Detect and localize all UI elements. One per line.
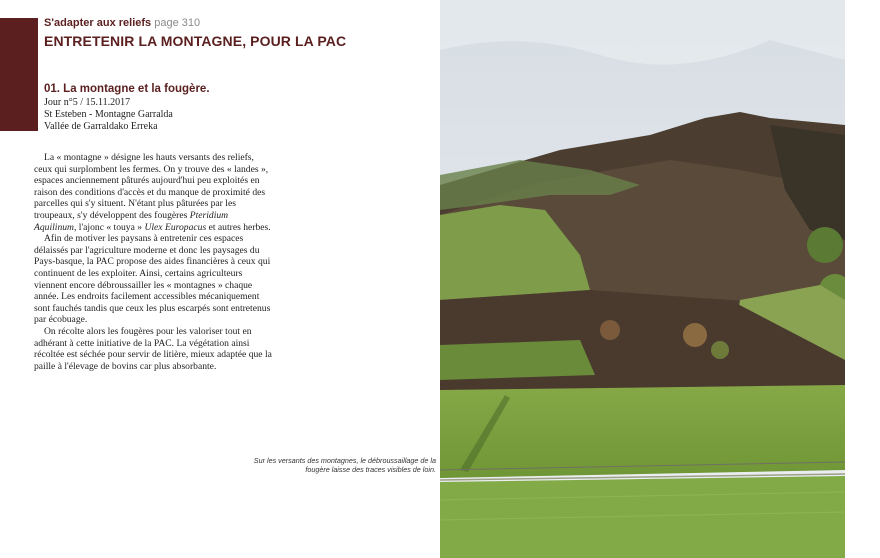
accent-band	[0, 18, 38, 131]
landscape-photo	[440, 0, 845, 558]
paragraph-1-text-a: La « montagne » désigne les hauts versants des reliefs, ceux qui surplombent les fermes. On y trouve des « landes », espaces anciennement pâturés aujourd'hui peu exploités en raison des conditions d'accès et du manque de proximité des parcelles qui s'y situent. N'étant plus pâturées par les troupeaux, s'y développent des fougères	[34, 152, 269, 221]
page-reference[interactable]: page 310	[154, 17, 201, 29]
entry-date: Jour n°5 / 15.11.2017	[44, 97, 131, 108]
entry-subtitle: 01. La montagne et la fougère.	[44, 83, 210, 95]
body-text	[34, 152, 272, 372]
mountain-illustration	[440, 0, 845, 558]
species-pteridium: Pteridium Aquilinum	[34, 209, 229, 233]
page-title: ENTRETENIR LA MONTAGNE, POUR LA PAC	[44, 33, 347, 49]
paragraph-2: Afin de motiver les paysans à entretenir ces espaces délaissés par l'agriculture moderne et donc les paysages du Pays-basque, la PAC propose des aides financières à ceux qui continuent de les exploiter. Ainsi, certains agriculteurs viennent encore débroussailler les « montagnes » chaque année. Les endroits facilement accessibles mécaniquement sont fauchés tandis que ceux les plus escarpés sont entretenus par écobuage.	[34, 233, 271, 326]
paragraph-1	[34, 152, 272, 233]
section-heading	[44, 17, 200, 29]
entry-meta	[44, 97, 173, 133]
entry-valley: Vallée de Garraldako Erreka	[44, 121, 158, 132]
photo-caption: Sur les versants des montagnes, le débroussaillage de la fougère laisse des traces visibles de loin.	[253, 456, 436, 474]
species-ulex: Ulex Europacus	[144, 221, 207, 233]
section-title: S'adapter aux reliefs	[44, 17, 152, 29]
paragraph-3: On récolte alors les fougères pour les valoriser tout en adhérant à cette initiative de la PAC. La végétation ainsi récoltée est séchée pour servir de litière, mieux adaptée que la paille à l'élevage de bovins car plus absorbante.	[34, 325, 272, 372]
entry-place: St Esteben - Montagne Garralda	[44, 109, 173, 120]
paragraph-1-text-c: et autres herbes.	[206, 221, 271, 233]
paragraph-1-text-b: , l'ajonc « touya »	[73, 221, 145, 233]
